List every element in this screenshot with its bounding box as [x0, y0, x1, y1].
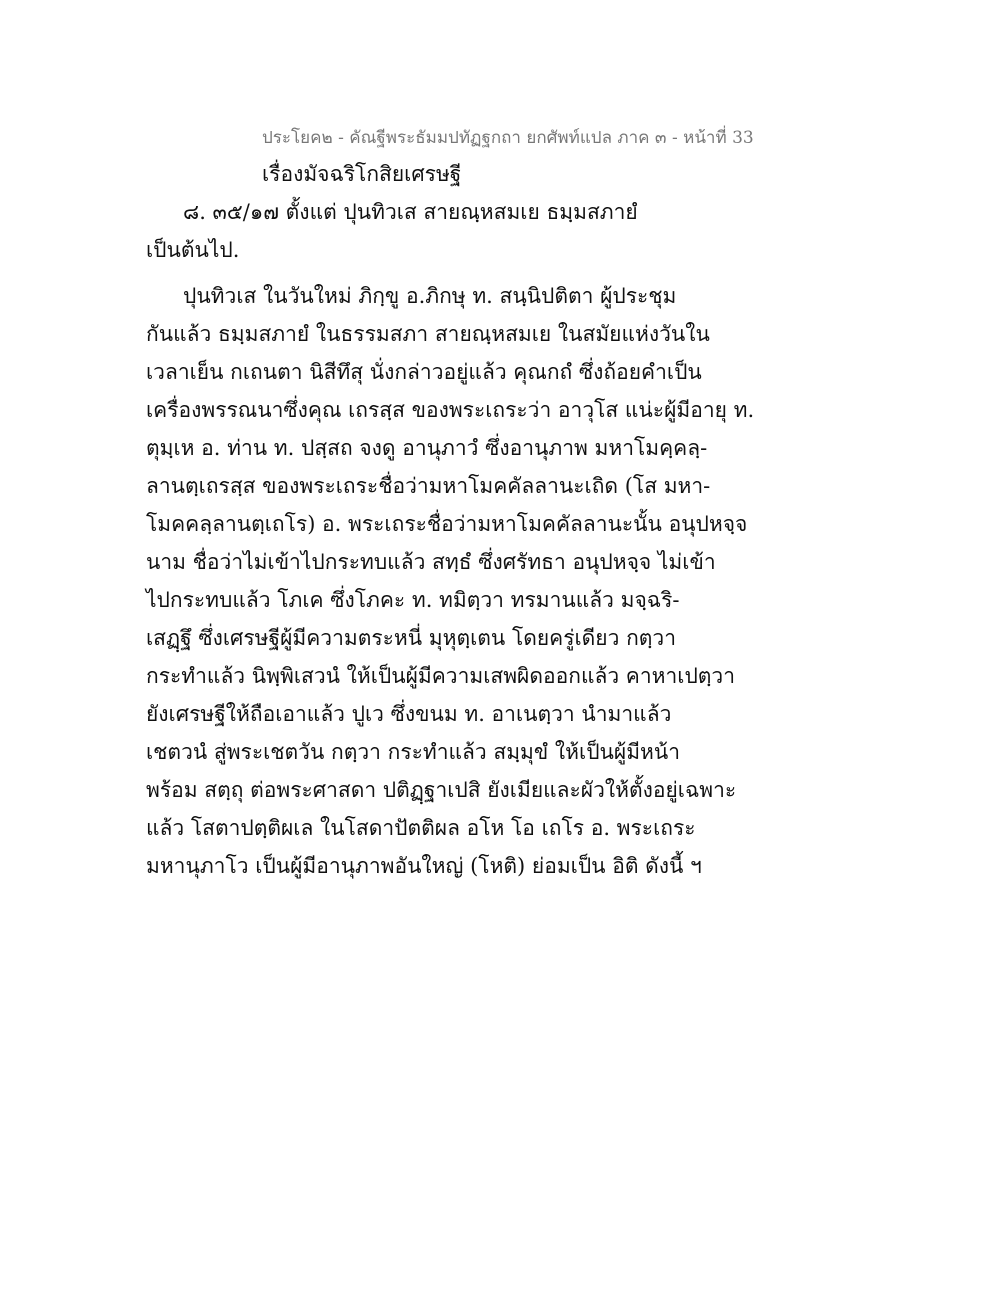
text-line: กระทำแล้ว นิพฺพิเสวนํ ให้เป็นผู้มีความเสพผิดออกแล้ว คาหาเปตฺวา [146, 664, 736, 688]
text-line: ยังเศรษฐีให้ถือเอาแล้ว ปูเว ซึ่งขนม ท. อาเนตฺวา นำมาแล้ว [146, 702, 672, 726]
text-line: เวลาเย็น กเถนตา นิสีทึสุ นั่งกล่าวอยู่แล้ว คุณกถํ ซึ่งถ้อยคำเป็น [146, 360, 702, 384]
text-line: ตุมฺเห อ. ท่าน ท. ปสฺสถ จงดู อานุภาวํ ซึ่งอานุภาพ มหาโมคฺคลฺ- [146, 436, 708, 460]
text-line: เชตวนํ สู่พระเชตวัน กตฺวา กระทำแล้ว สมฺมุขํ ให้เป็นผู้มีหน้า [146, 740, 681, 764]
text-line: โมคคลฺลานตฺเถโร) อ. พระเถระชื่อว่ามหาโมคคัลลานะนั้น อนุปหจฺจ [146, 512, 748, 536]
text-line: แล้ว โสตาปตฺติผเล ในโสดาปัตติผล อโห โอ เถโร อ. พระเถระ [146, 816, 696, 840]
text-line: ปุนทิวเส ในวันใหม่ ภิกฺขู อ.ภิกษุ ท. สนฺนิปติตา ผู้ประชุม [183, 284, 677, 308]
text-line: พร้อม สตฺถุ ต่อพระศาสดา ปติฏฺฐาเปสิ ยังเมียและผัวให้ตั้งอยู่เฉพาะ [146, 778, 737, 802]
text-line: เสฏฺฐึ ซึ่งเศรษฐีผู้มีความตระหนี่ มุหุตฺเตน โดยครู่เดียว กตฺวา [146, 626, 677, 650]
text-line: ลานตฺเถรสฺส ของพระเถระชื่อว่ามหาโมคคัลลานะเถิด (โส มหา- [146, 474, 711, 498]
text-line: เครื่องพรรณนาซึ่งคุณ เถรสฺส ของพระเถระว่า อาวุโส แน่ะผู้มีอายุ ท. [146, 398, 755, 422]
text-line: มหานุภาโว เป็นผู้มีอานุภาพอันใหญ่ (โหติ) ย่อมเป็น อิติ ดังนี้ ฯ [146, 854, 702, 878]
story-title: เรื่องมัจฉริโกสิยเศรษฐี [262, 162, 462, 186]
page-header: ประโยค๒ - คัณฐีพระธัมมปทัฏฐกถา ยกศัพท์แปล ภาค ๓ - หน้าที่ 33 [262, 128, 754, 148]
text-line: นาม ชื่อว่าไม่เข้าไปกระทบแล้ว สทฺธํ ซึ่งศรัทธา อนุปหจฺจ ไม่เข้า [146, 550, 716, 574]
text-line: ๘. ๓๕/๑๗ ตั้งแต่ ปุนทิวเส สายณฺหสมเย ธมฺมสภายํ [183, 200, 638, 224]
text-line: กันแล้ว ธมฺมสภายํ ในธรรมสภา สายณฺหสมเย ในสมัยแห่งวันใน [146, 322, 710, 346]
text-line: เป็นต้นไป. [146, 238, 240, 262]
text-line: ไปกระทบแล้ว โภเค ซึ่งโภคะ ท. ทมิตฺวา ทรมานแล้ว มจฺฉริ- [146, 588, 680, 612]
